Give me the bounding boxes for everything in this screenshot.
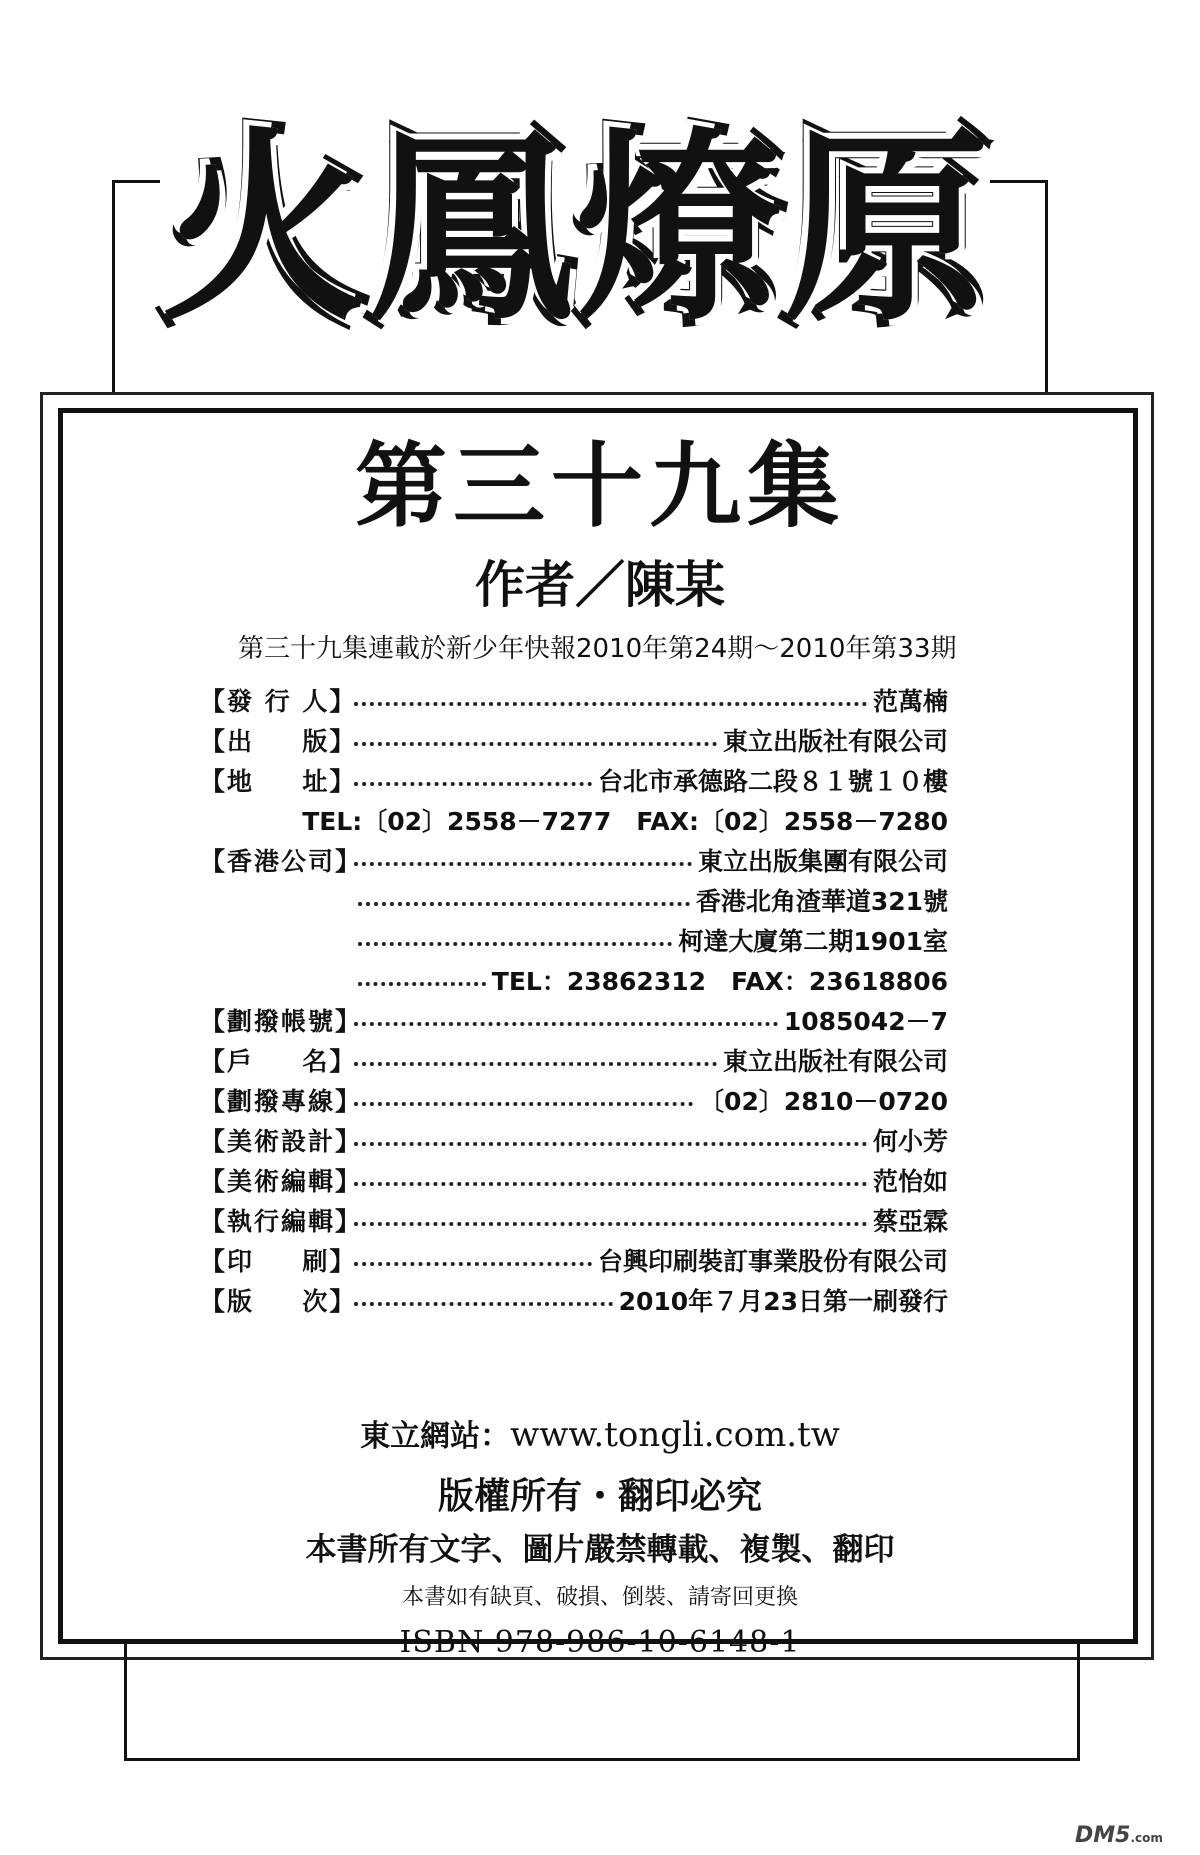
- row-value: 台北市承德路二段８１號１０樓: [597, 767, 948, 796]
- row-label: 【發 行 人】: [200, 687, 357, 716]
- row-value: 蔡亞霖: [872, 1207, 948, 1236]
- row-label: 【劃撥專線】: [200, 1087, 363, 1116]
- info-row-executive-editor: [200, 1200, 948, 1240]
- author-credit: 作者／陳某: [475, 555, 725, 614]
- info-row-printing: [200, 1240, 948, 1280]
- volume-number: 第三十九集: [354, 432, 845, 540]
- info-row-hk-address-1: [200, 880, 948, 920]
- row-label: 【美術編輯】: [200, 1167, 363, 1196]
- row-value: TEL:〔02〕2558－7277 FAX:〔02〕2558－7280: [302, 807, 948, 836]
- watermark-brand: DM5: [1075, 1823, 1131, 1848]
- leader-dots: [358, 982, 486, 986]
- row-value: 何小芳: [872, 1127, 948, 1156]
- website-label: 東立網站：: [360, 1419, 511, 1454]
- row-value: 〔02〕2810－0720: [699, 1087, 948, 1116]
- info-row-publisher-person: [200, 680, 948, 720]
- defect-return-notice: 本書如有缺頁、破損、倒裝、請寄回更換: [401, 1585, 798, 1610]
- row-value: 范怡如: [872, 1167, 948, 1196]
- row-label: 【戶 名】: [200, 1047, 357, 1076]
- info-row-address: [200, 760, 948, 800]
- leader-dots: [354, 782, 592, 786]
- info-row-phone-fax: [200, 800, 948, 840]
- publication-info-table: [200, 680, 948, 1320]
- leader-dots: [354, 1022, 778, 1026]
- info-row-publisher: [200, 720, 948, 760]
- leader-dots: [354, 1262, 592, 1266]
- title-char: 鳳: [368, 110, 574, 349]
- info-row-account-number: [200, 1000, 948, 1040]
- leader-dots: [354, 702, 867, 706]
- isbn-number: ISBN 978-986-10-6148-1: [399, 1625, 801, 1660]
- copyright-notice: 版權所有・翻印必究: [437, 1475, 762, 1517]
- row-label: 【香港公司】: [200, 847, 363, 876]
- leader-dots: [354, 742, 717, 746]
- title-char: 原: [783, 110, 989, 349]
- title-char: 燎: [576, 110, 782, 349]
- website-line: [0, 1415, 1200, 1455]
- site-watermark: [1075, 1825, 1163, 1847]
- leader-dots: [354, 1142, 867, 1146]
- row-value: 東立出版社有限公司: [722, 1047, 948, 1076]
- info-row-art-editor: [200, 1160, 948, 1200]
- info-row-account-hotline: [200, 1080, 948, 1120]
- info-row-account-name: [200, 1040, 948, 1080]
- series-title-logo: [160, 95, 990, 365]
- leader-dots: [358, 902, 690, 906]
- row-value: TEL：23862312 FAX：23618806: [491, 967, 948, 996]
- leader-dots: [358, 942, 672, 946]
- info-row-hk-company: [200, 840, 948, 880]
- row-value: 1085042－7: [783, 1007, 948, 1036]
- row-label: 【執行編輯】: [200, 1207, 363, 1236]
- row-value: 東立出版社有限公司: [722, 727, 948, 756]
- row-value: 台興印刷裝訂事業股份有限公司: [597, 1247, 948, 1276]
- row-value: 柯達大廈第二期1901室: [678, 927, 948, 956]
- info-row-art-design: [200, 1120, 948, 1160]
- leader-dots: [354, 1062, 717, 1066]
- row-value: 香港北角渣華道321號: [695, 887, 948, 916]
- row-value: 2010年７月23日第一刷發行: [618, 1287, 948, 1316]
- website-url: www.tongli.com.tw: [510, 1415, 840, 1455]
- reproduction-notice: 本書所有文字、圖片嚴禁轉載、複製、翻印: [305, 1532, 895, 1568]
- info-row-edition: [200, 1280, 948, 1320]
- leader-dots: [354, 1302, 613, 1306]
- row-value: 范萬楠: [872, 687, 948, 716]
- title-char: 火: [161, 110, 367, 349]
- row-label: 【出 版】: [200, 727, 357, 756]
- watermark-suffix: .com: [1130, 1831, 1163, 1845]
- row-label: 【地 址】: [200, 767, 357, 796]
- row-value: 東立出版集團有限公司: [697, 847, 948, 876]
- leader-dots: [354, 1222, 867, 1226]
- row-label: 【版 次】: [200, 1287, 357, 1316]
- row-label: 【印 刷】: [200, 1247, 357, 1276]
- row-label: 【美術設計】: [200, 1127, 363, 1156]
- leader-dots: [354, 1102, 693, 1106]
- row-label: 【劃撥帳號】: [200, 1007, 363, 1036]
- leader-dots: [354, 862, 692, 866]
- serialization-note: 第三十九集連載於新少年快報2010年第24期～2010年第33期: [238, 634, 957, 664]
- info-row-hk-address-2: [200, 920, 948, 960]
- info-row-hk-phone-fax: [200, 960, 948, 1000]
- leader-dots: [354, 1182, 867, 1186]
